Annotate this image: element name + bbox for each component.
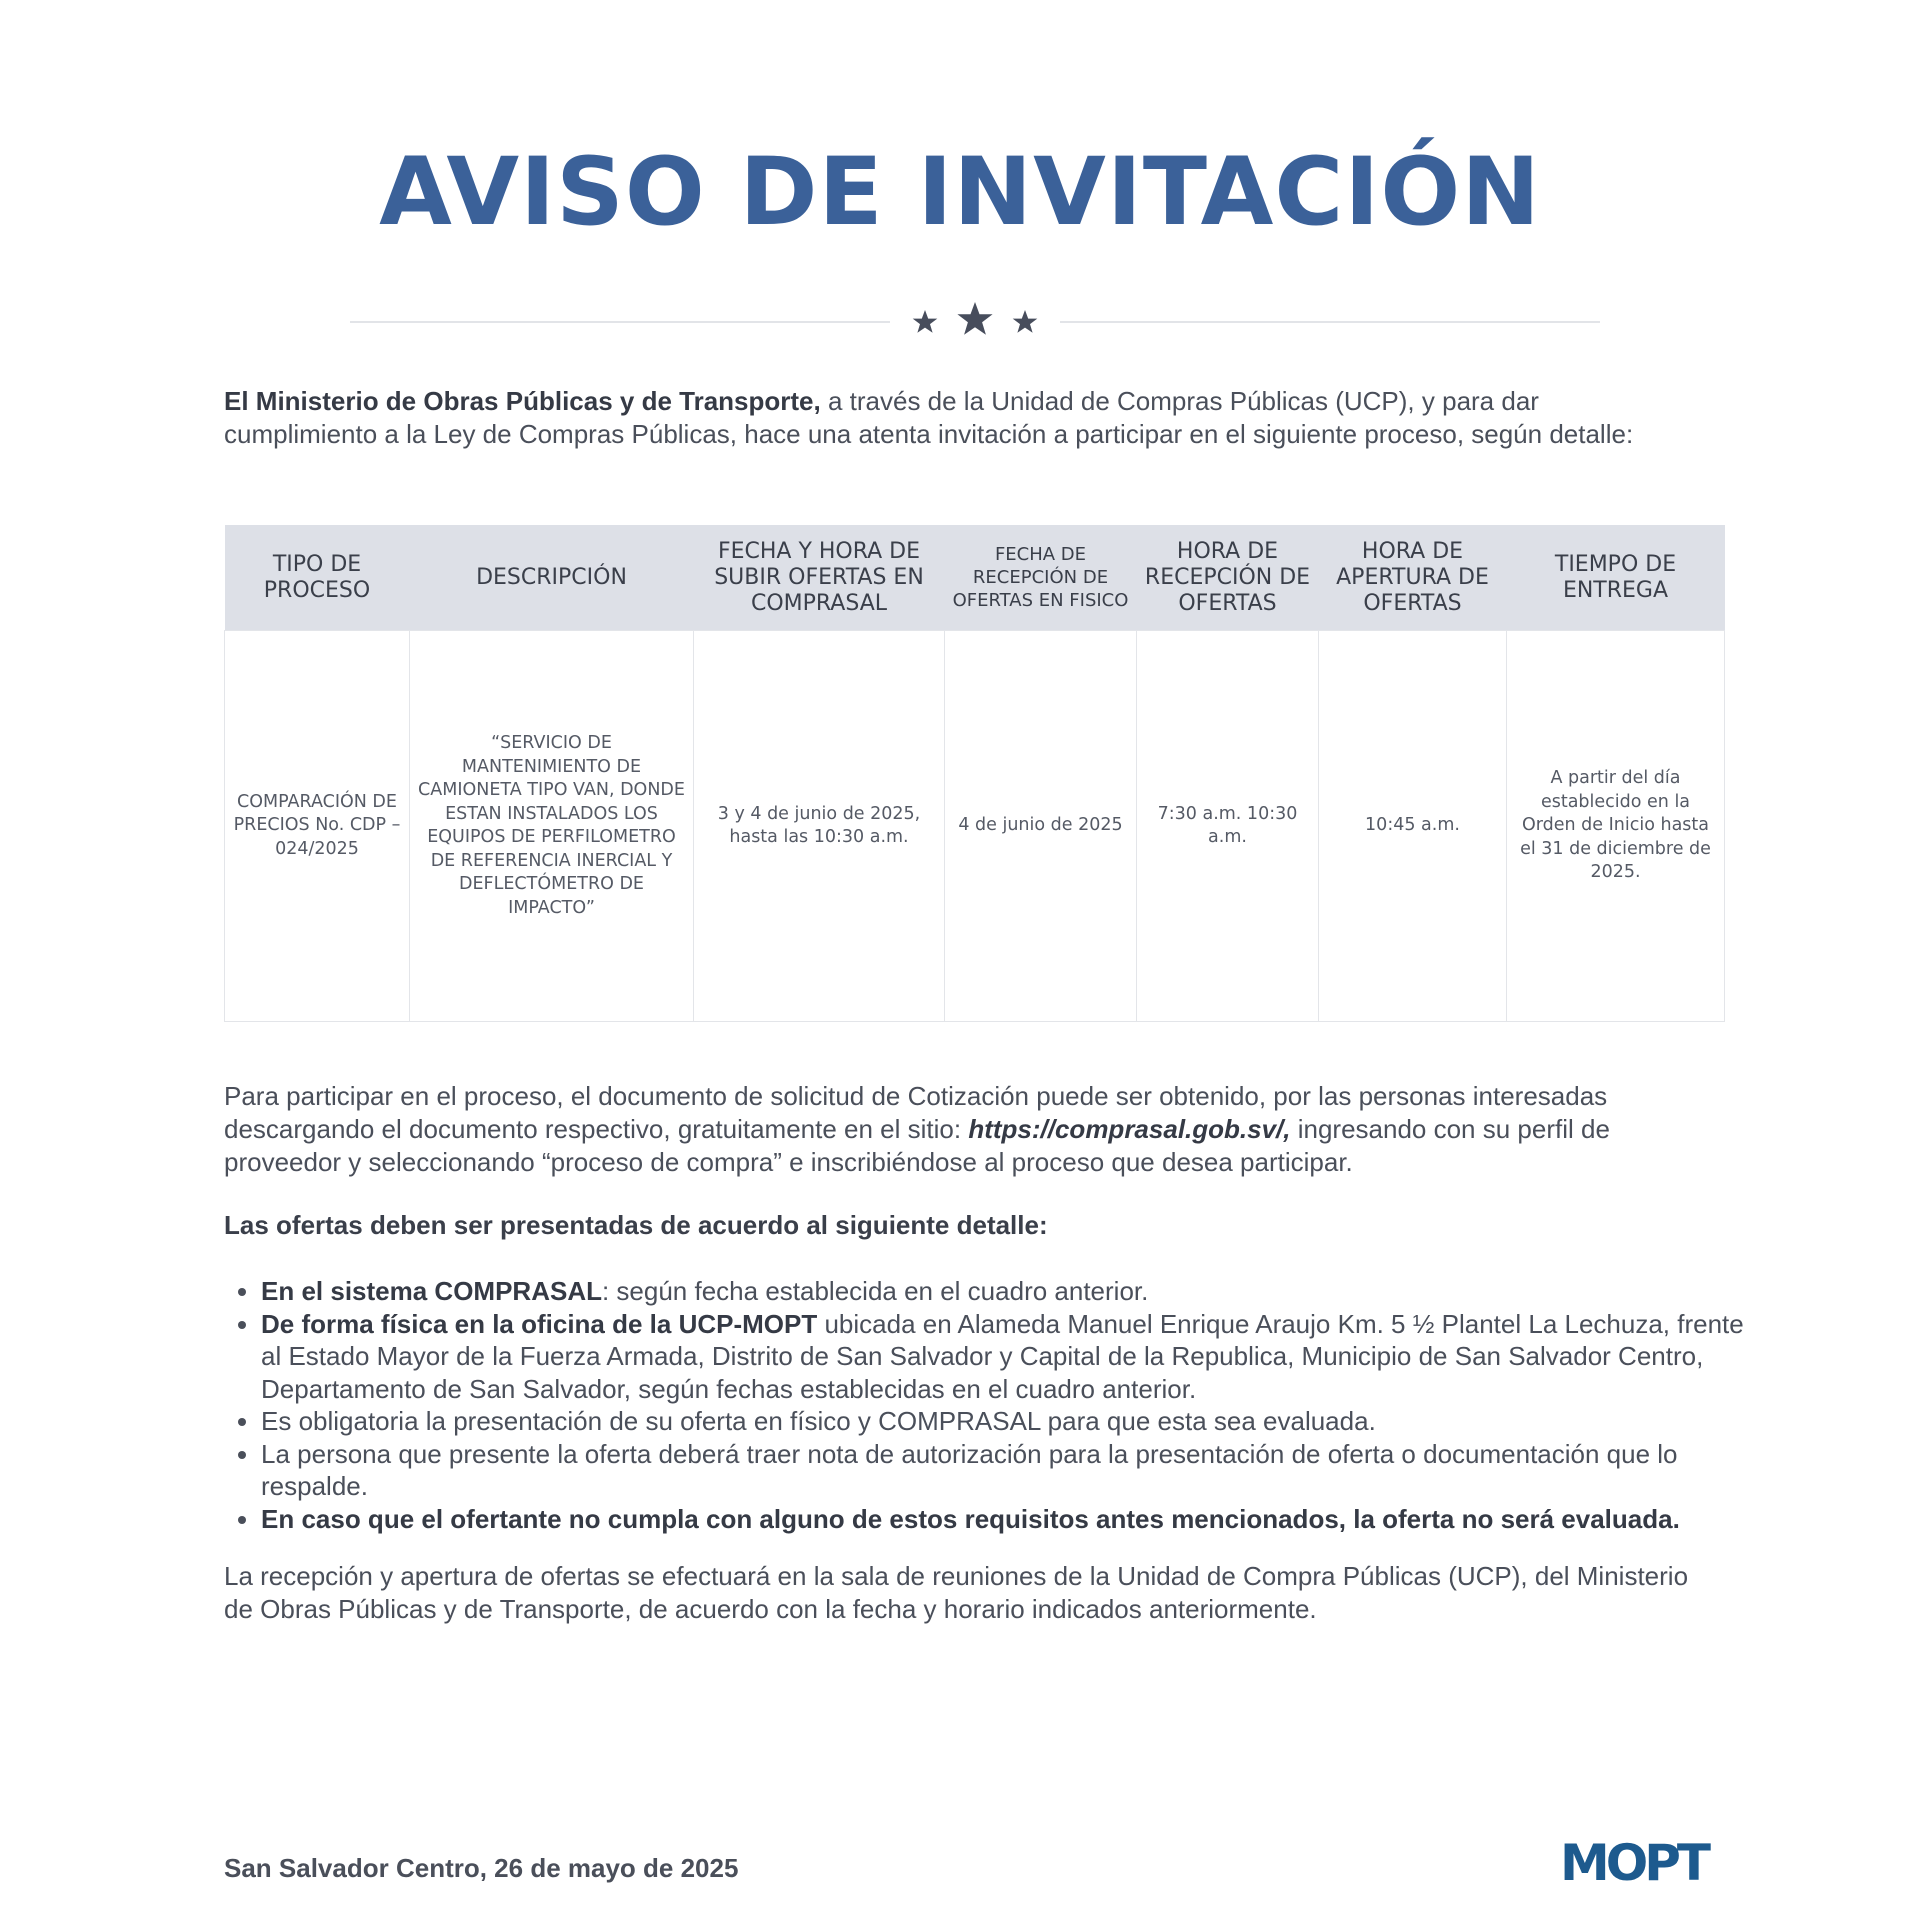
star-divider (350, 300, 1600, 344)
header-tipo-proceso: TIPO DE PROCESO (225, 525, 410, 631)
requirement-text: La persona que presente la oferta deberá traer nota de autorización para la presentación de oferta o documentación que lo respalde. (261, 1438, 1678, 1501)
requirement-text: Es obligatoria la presentación de su oferta en físico y COMPRASAL para que esta sea evaluada. (261, 1406, 1376, 1436)
cell-fecha-recepcion-fisico: 4 de junio de 2025 (945, 631, 1137, 1022)
process-table (224, 525, 1725, 1022)
cell-hora-recepcion: 7:30 a.m. 10:30 a.m. (1137, 631, 1319, 1022)
participation-text-1: Para participar en el proceso, el documento de solicitud de Cotización puede ser obtenido, por las personas interesadas descargando el documento respectivo, gratuitamente en el sitio: (224, 1081, 1608, 1144)
header-fecha-subir-ofertas: FECHA Y HORA DE SUBIR OFERTAS EN COMPRASAL (694, 525, 945, 631)
list-item (261, 1275, 1761, 1308)
requirement-bold: De forma física en la oficina de la UCP-MOPT (261, 1308, 818, 1339)
list-item (261, 1308, 1761, 1406)
requirement-text: : según fecha establecida en el cuadro anterior. (601, 1276, 1149, 1306)
offers-heading: Las ofertas deben ser presentadas de acuerdo al siguiente detalle: (224, 1210, 1048, 1240)
ministry-name: El Ministerio de Obras Públicas y de Transporte, (224, 386, 821, 416)
cell-descripcion: “SERVICIO DE MANTENIMIENTO DE CAMIONETA TIPO VAN, DONDE ESTAN INSTALADOS LOS EQUIPOS DE PERFILOMETRO DE REFERENCIA INERCIAL Y DEFLECTÓMETRO DE IMPACTO” (410, 631, 694, 1022)
participation-text-2: ingresando con su perfil de proveedor y seleccionando “proceso de compra” e inscribiéndose al proceso que desea participar. (224, 1114, 1610, 1177)
requirements-list (224, 1275, 1761, 1535)
intro-text: a través de la Unidad de Compras Públicas (UCP), y para dar cumplimiento a la Ley de Compras Públicas, hace una atenta invitación a participar en el siguiente proceso, según detalle: (224, 386, 1634, 449)
table-row (225, 631, 1725, 1022)
requirement-text: ubicada en Alameda Manuel Enrique Araujo Km. 5 ½ Plantel La Lechuza, frente al Estado Mayor de la Fuerza Armada, Distrito de San Salvador y Capital de la Republica, Municipio de San Salvador Centro, Departamento de San Salvador, según fechas establecidas en el cuadro anterior. (261, 1308, 1744, 1404)
participation-paragraph (224, 1080, 1724, 1179)
table-header-row (225, 525, 1725, 631)
header-hora-recepcion: HORA DE RECEPCIÓN DE OFERTAS (1137, 525, 1319, 631)
cell-fecha-subir-ofertas: 3 y 4 de junio de 2025, hasta las 10:30 a.m. (694, 631, 945, 1022)
header-fecha-recepcion-fisico: FECHA DE RECEPCIÓN DE OFERTAS EN FISICO (945, 525, 1137, 631)
header-tiempo-entrega: TIEMPO DE ENTREGA (1507, 525, 1725, 631)
requirement-bold: En caso que el ofertante no cumpla con alguno de estos requisitos antes mencionados, la oferta no será evaluada. (261, 1503, 1680, 1534)
header-hora-apertura: HORA DE APERTURA DE OFERTAS (1319, 525, 1507, 631)
mopt-logo: MOPT (1560, 1834, 1708, 1892)
header-descripcion: DESCRIPCIÓN (410, 525, 694, 631)
requirement-bold: En el sistema COMPRASAL (261, 1276, 602, 1306)
cell-tiempo-entrega: A partir del día establecido en la Orden de Inicio hasta el 31 de diciembre de 2025. (1507, 631, 1725, 1022)
list-item (261, 1405, 1761, 1438)
divider-line-right (1060, 321, 1600, 323)
page-title: AVISO DE INVITACIÓN (379, 138, 1541, 247)
closing-paragraph: La recepción y apertura de ofertas se efectuará en la sala de reuniones de la Unidad de Compra Públicas (UCP), del Ministerio de Obras Públicas y de Transporte, de acuerdo con la fecha y horario indicados anteriormente. (224, 1561, 1689, 1624)
three-stars-icon (905, 300, 1045, 344)
divider-line-left (350, 321, 890, 323)
cell-tipo-proceso: COMPARACIÓN DE PRECIOS No. CDP – 024/2025 (225, 631, 410, 1022)
intro-paragraph (224, 385, 1684, 451)
list-item (261, 1438, 1761, 1503)
footer-date: San Salvador Centro, 26 de mayo de 2025 (224, 1853, 739, 1883)
cell-hora-apertura: 10:45 a.m. (1319, 631, 1507, 1022)
list-item (261, 1503, 1761, 1536)
comprasal-link[interactable]: https://comprasal.gob.sv/, (968, 1114, 1291, 1144)
